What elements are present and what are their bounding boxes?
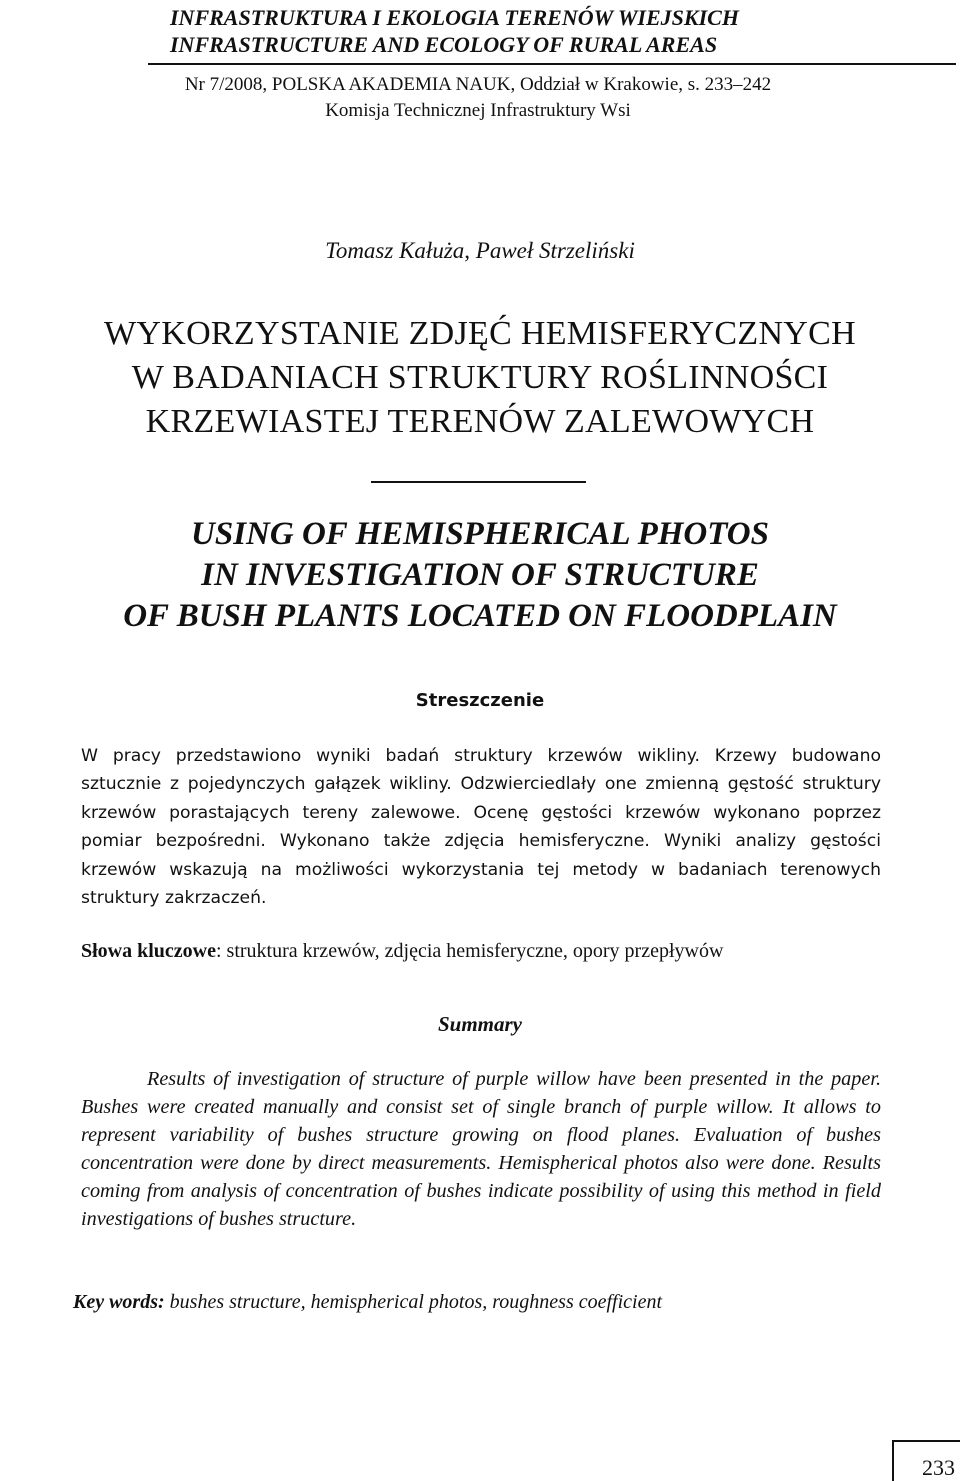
page-number-rule <box>892 1440 960 1442</box>
abstract-pl-heading: Streszczenie <box>415 690 545 711</box>
keywords-en <box>73 1288 893 1316</box>
committee-line: Komisja Technicznej Infrastruktury Wsi <box>325 100 631 121</box>
page-number-rule-vertical <box>892 1440 894 1481</box>
title-en <box>0 514 960 637</box>
title-pl-line: W BADANIACH STRUKTURY ROŚLINNOŚCI <box>131 359 829 396</box>
keywords-pl-values: : struktura krzewów, zdjęcia hemisferyczne, opory przepływów <box>216 940 724 962</box>
page-number: 233 <box>922 1455 955 1480</box>
summary-heading: Summary <box>437 1012 523 1036</box>
title-pl-line: WYKORZYSTANIE ZDJĘĆ HEMISFERYCZNYCH <box>103 315 856 352</box>
keywords-pl-label: Słowa kluczowe <box>81 940 216 962</box>
abstract-en-text: Results of investigation of structure of purple willow have been presented in the paper. Bushes were created manually and consist set of single branch of purple willow. It allows to represent variability of bushes structure growing on flood planes. Evaluation of bushes concentration were done by direct measurements. Hemispherical photos also were done. Results coming from analysis of concentration of bushes indicate possibility of using this method in field investigations of bushes structure. <box>81 1068 881 1230</box>
keywords-pl <box>81 937 901 965</box>
journal-title-pl: INFRASTRUKTURA I EKOLOGIA TERENÓW WIEJSKICH <box>170 5 739 30</box>
journal-title-en: INFRASTRUCTURE AND ECOLOGY OF RURAL AREAS <box>170 32 718 57</box>
keywords-en-values: bushes structure, hemispherical photos, roughness coefficient <box>164 1291 663 1313</box>
issue-line: Nr 7/2008, POLSKA AKADEMIA NAUK, Oddział w Krakowie, s. 233–242 <box>184 74 772 95</box>
title-en-line: IN INVESTIGATION OF STRUCTURE <box>201 557 759 593</box>
authors: Tomasz Kałuża, Paweł Strzeliński <box>325 238 635 263</box>
title-en-line: USING OF HEMISPHERICAL PHOTOS <box>191 516 769 552</box>
title-separator <box>371 481 586 483</box>
keywords-en-label: Key words: <box>73 1291 165 1313</box>
title-en-line: OF BUSH PLANTS LOCATED ON FLOODPLAIN <box>123 598 837 634</box>
abstract-pl-text: W pracy przedstawiono wyniki badań struktury krzewów wikliny. Krzewy budowano sztucznie z pojedynczych gałązek wikliny. Odzwierciedlały one zmienną gęstość struktury krzewów porastających tereny zalewowe. Ocenę gęstości krzewów wykonano poprzez pomiar bezpośredni. Wykonano także zdjęcia hemisferyczne. Wyniki analizy gęstości krzewów wskazują na możliwości wykorzystania tej metody w badaniach terenowych struktury zakrzaczeń. <box>81 746 881 909</box>
title-pl <box>0 312 960 444</box>
title-pl-line: KRZEWIASTEJ TERENÓW ZALEWOWYCH <box>145 403 815 440</box>
header-rule <box>148 63 956 65</box>
